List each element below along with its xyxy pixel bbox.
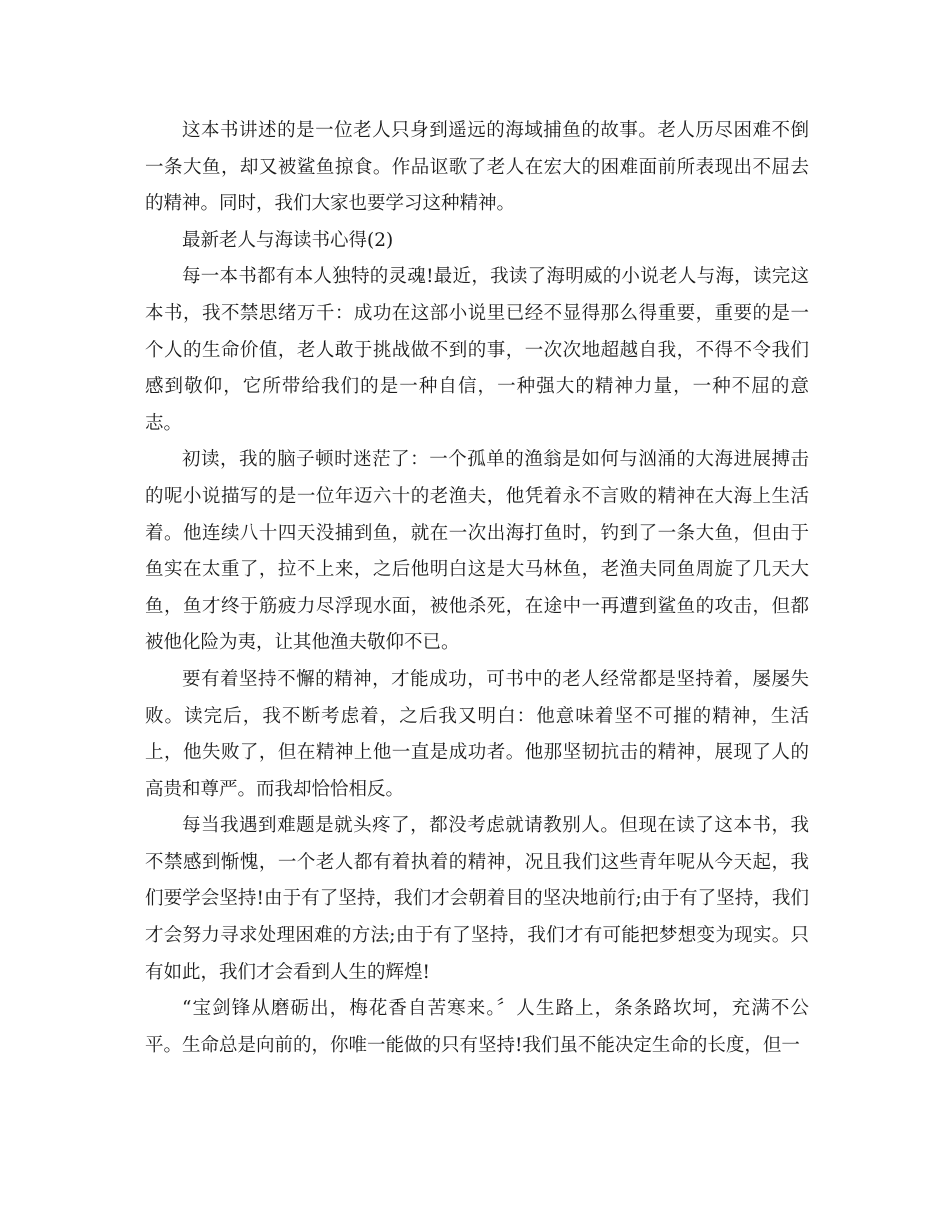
- paragraph-intro: 这本书讲述的是一位老人只身到遥远的海域捕鱼的故事。老人历尽困难不倒一条大鱼，却又被鲨鱼掠食。作品讴歌了老人在宏大的困难面前所表现出不屈去的精神。同时，我们大家也要学习这种精神。: [145, 120, 809, 215]
- paragraph-perseverance: 要有着坚持不懈的精神，才能成功，可书中的老人经常都是坚持着，屡屡失败。读完后，我不断考虑着，之后我又明白：他意味着坚不可摧的精神，生活上，他失败了，但在精神上他一直是成功者。他那坚韧抗击的精神，展现了人的高贵和尊严。而我却恰恰相反。: [145, 668, 809, 800]
- document-body: [145, 113, 809, 1064]
- paragraph-proverb: “宝剑锋从磨砺出，梅花香自苦寒来。〞人生路上，条条路坎坷，充满不公平。生命总是向前的，你唯一能做的只有坚持!我们虽不能决定生命的长度，但一: [145, 998, 809, 1056]
- section-heading: 最新老人与海读书心得(2): [182, 229, 394, 251]
- paragraph-reflection: 每当我遇到难题是就头疼了，都没考虑就请教别人。但现在读了这本书，我不禁感到惭愧，一个老人都有着执着的精神，况且我们这些青年呢从今天起，我们要学会坚持!由于有了坚持，我们才会朝着目的坚决地前行;由于有了坚持，我们才会努力寻求处理困难的方法;由于有了坚持，我们才有可能把梦想变为现实。只有如此，我们才会看到人生的辉煌!: [145, 815, 809, 983]
- paragraph-soul: 每一本书都有本人独特的灵魂!最近，我读了海明威的小说老人与海，读完这本书，我不禁思绪万千：成功在这部小说里已经不显得那么得重要，重要的是一个人的生命价值，老人敢于挑战做不到的事，一次次地超越自我，不得不令我们感到敬仰，它所带给我们的是一种自信，一种强大的精神力量，一种不屈的意志。: [145, 266, 809, 434]
- paragraph-first-reading: 初读，我的脑子顿时迷茫了：一个孤单的渔翁是如何与汹涌的大海进展搏击的呢小说描写的是一位年迈六十的老渔夫，他凭着永不言败的精神在大海上生活着。他连续八十四天没捕到鱼，就在一次出海打鱼时，钓到了一条大鱼，但由于鱼实在太重了，拉不上来，之后他明白这是大马林鱼，老渔夫同鱼周旋了几天大鱼，鱼才终于筋疲力尽浮现水面，被他杀死，在途中一再遭到鲨鱼的攻击，但都被他化险为夷，让其他渔夫敬仰不已。: [145, 449, 809, 654]
